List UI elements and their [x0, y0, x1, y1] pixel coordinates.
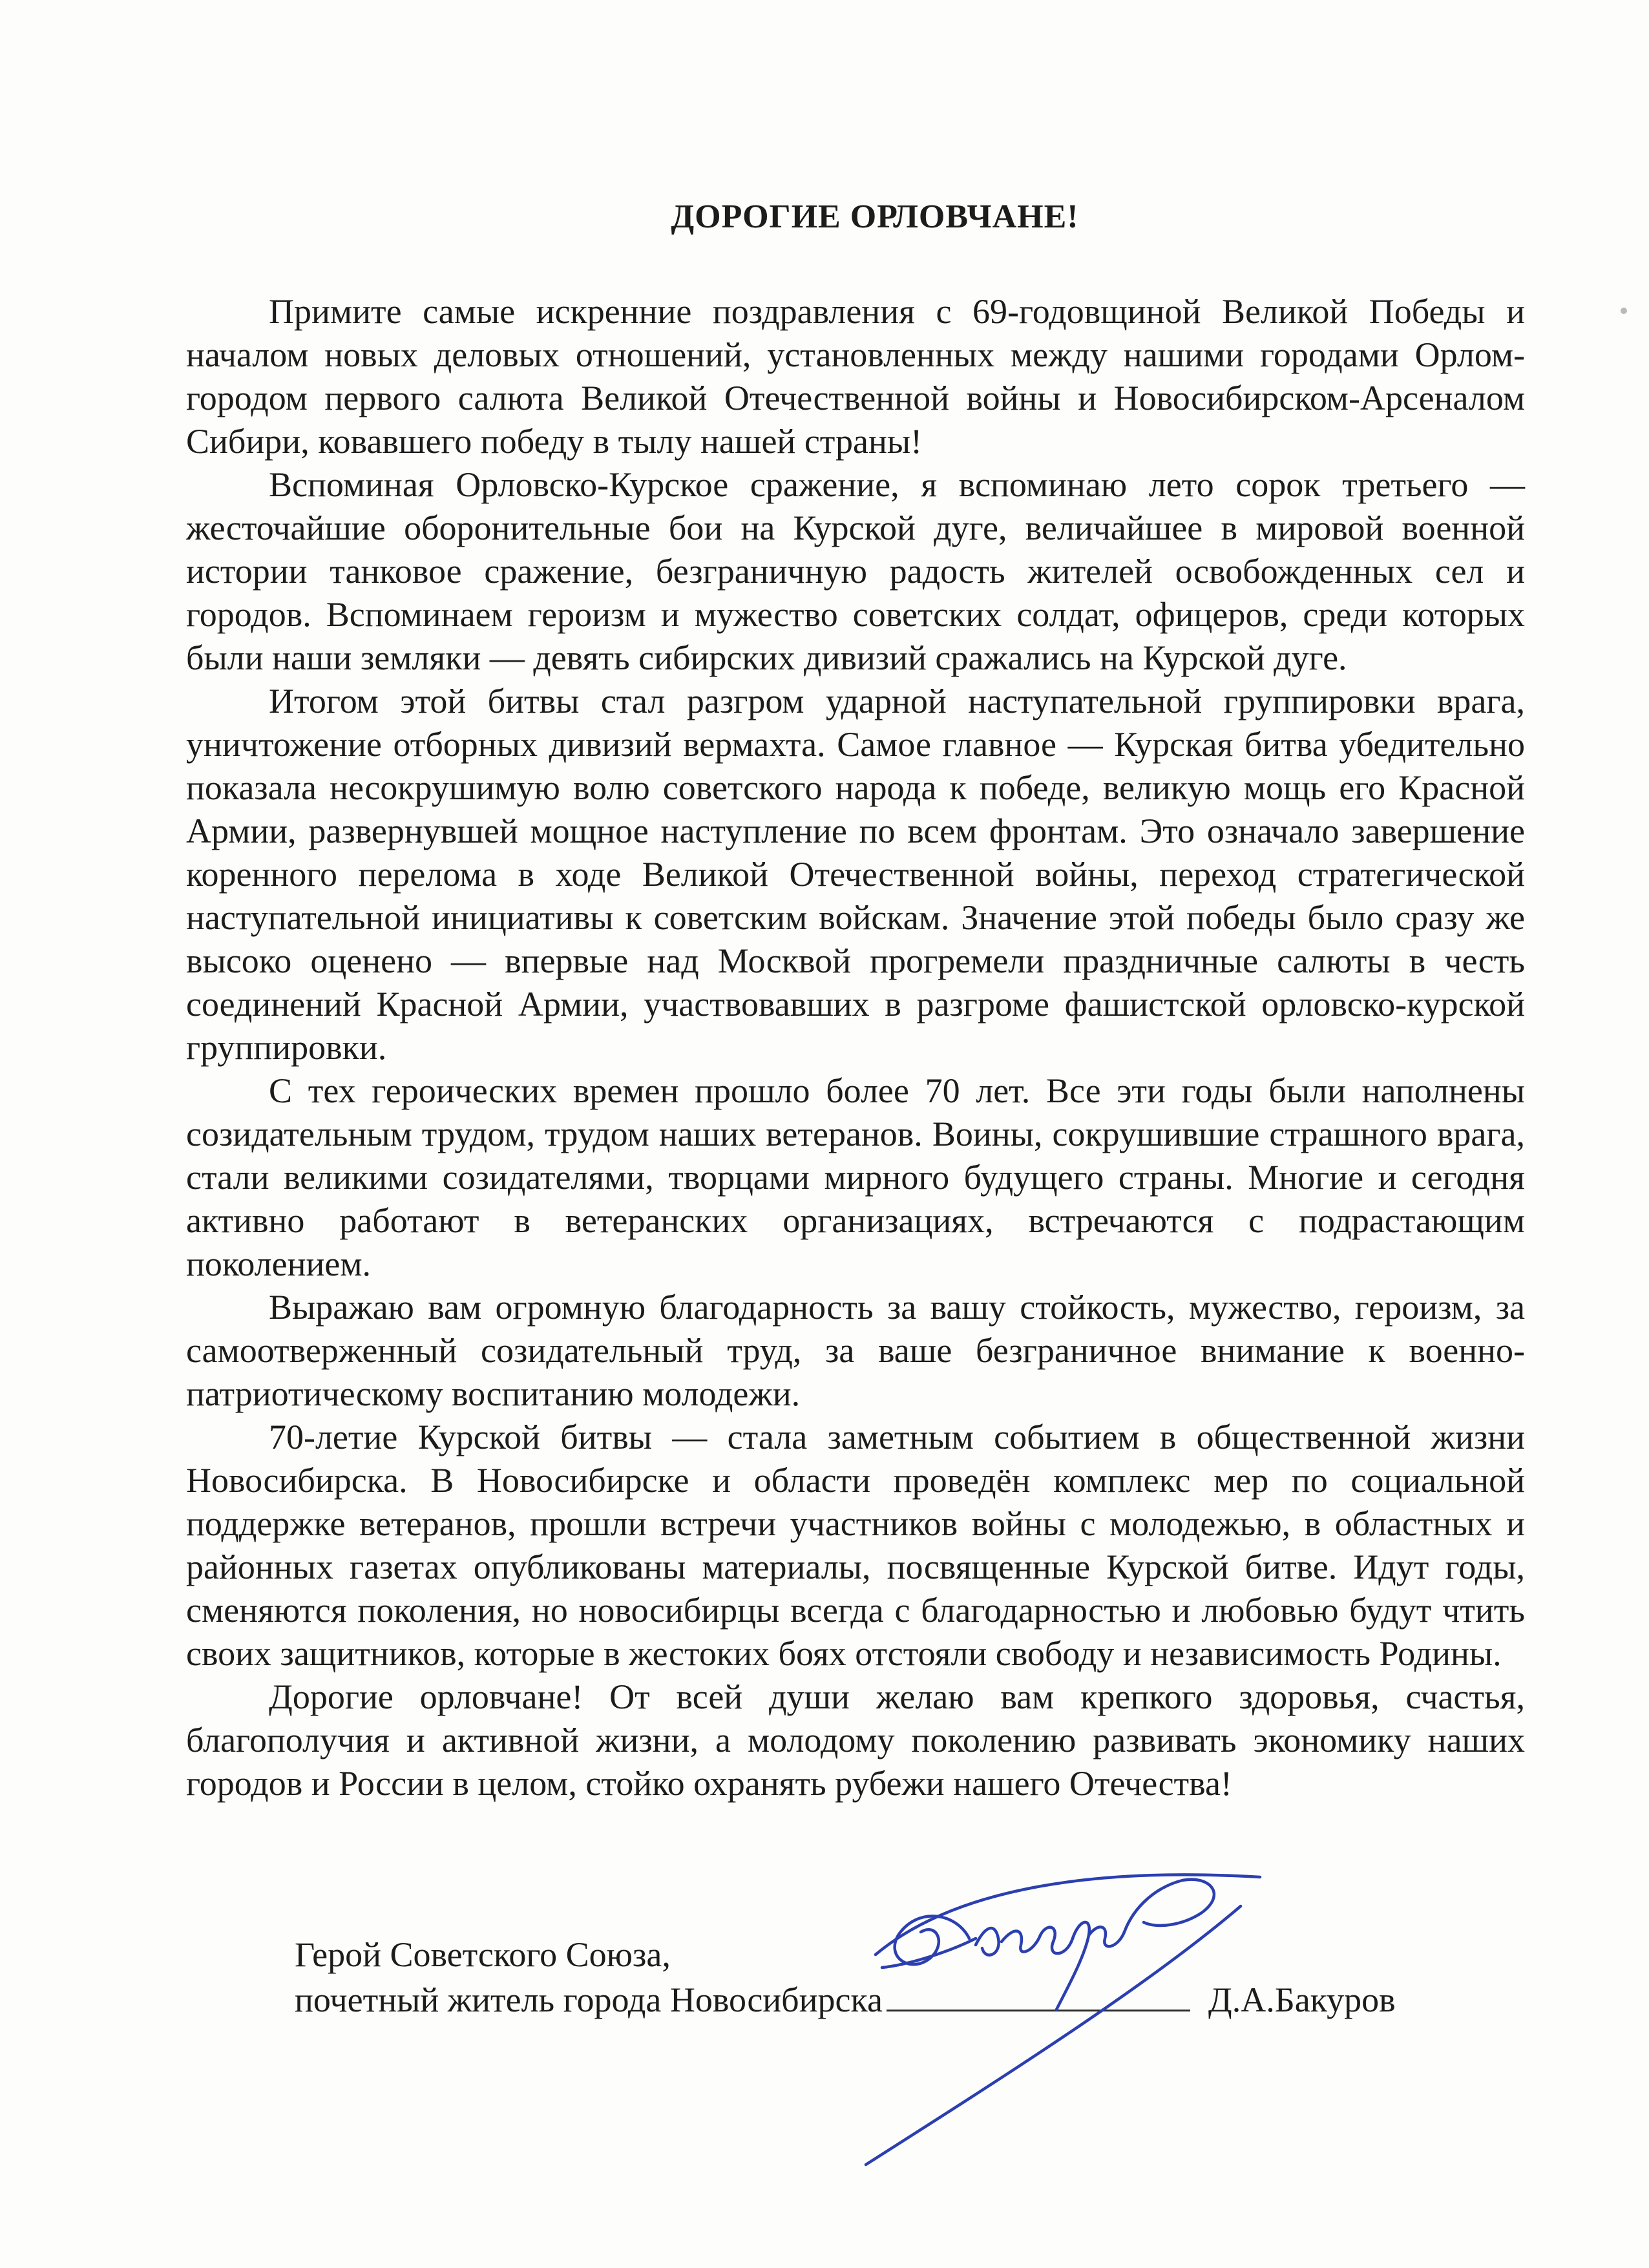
signer-honor: почетный житель города Новосибирска	[295, 1980, 883, 2019]
signer-title: Герой Советского Союза,	[295, 1935, 671, 1974]
letter-body	[186, 198, 1525, 1805]
paragraph-congratulations: Примите самые искренние поздравления с 69-годовщиной Великой Победы и началом новых деловых отношений, установленных между нашими городами Орлом-городом первого салюта Великой Отечественной войны и Новосибирском-Арсеналом Сибири, ковавшего победу в тылу нашей страны!	[186, 292, 1525, 461]
paragraph-battle-outcome: Итогом этой битвы стал разгром ударной наступательной группировки врага, уничтожение отборных дивизий вермахта. Самое главное — Курская битва убедительно показала несокрушимую волю советского народа к победе, великую мощь его Красной Армии, развернувшей мощное наступление по всем фронтам. Это означало завершение коренного перелома в ходе Великой Отечественной войны, переход стратегической наступательной инициативы к советским войскам. Значение этой победы было сразу же высоко оценено — впервые над Москвой прогремели праздничные салюты в честь соединений Красной Армии, участвовавших в разгроме фашистской орловско-курской группировки.	[186, 682, 1525, 1067]
paragraph-years-since: С тех героических времен прошло более 70 лет. Все эти годы были наполнены созидательным трудом, трудом наших ветеранов. Воины, сокрушившие страшного врага, стали великими созидателями, творцами мирного будущего страны. Многие и сегодня активно работают в ветеранских организациях, встречаются с подрастающим поколением.	[186, 1071, 1525, 1283]
paragraph-wishes: Дорогие орловчане! От всей души желаю вам крепкого здоровья, счастья, благополучия и активной жизни, а молодому поколению развивать экономику наших городов и России в целом, стойко охранять рубежи нашего Отечества!	[186, 1677, 1525, 1803]
handwritten-signature	[762, 1861, 1279, 2197]
paragraph-anniversary: 70-летие Курской битвы — стала заметным событием в общественной жизни Новосибирска. В Новосибирске и области проведён комплекс мер по социальной поддержке ветеранов, прошли встречи участников войны с молодежью, в областных и районных газетах опубликованы материалы, посвященные Курской битве. Идут годы, сменяются поколения, но новосибирцы всегда с благодарностью и любовью будут чтить своих защитников, которые в жестоких боях отстояли свободу и независимость Родины.	[186, 1418, 1525, 1673]
signer-name: Д.А.Бакуров	[1208, 1980, 1396, 2019]
paragraph-memories: Вспоминая Орловско-Курское сражение, я вспоминаю лето сорок третьего — жесточайшие оборонительные бои на Курской дуге, величайшее в мировой военной истории танковое сражение, безграничную радость жителей освобожденных сел и городов. Вспоминаем героизм и мужество советских солдат, офицеров, среди которых были наши земляки — девять сибирских дивизий сражались на Курской дуге.	[186, 465, 1525, 677]
scan-dot-mark	[1621, 308, 1627, 314]
letter-title: ДОРОГИЕ ОРЛОВЧАНЕ!	[671, 198, 1079, 235]
paragraph-gratitude: Выражаю вам огромную благодарность за вашу стойкость, мужество, героизм, за самоотверженный созидательный труд, за ваше безграничное внимание к военно-патриотическому воспитанию молодежи.	[186, 1288, 1525, 1413]
